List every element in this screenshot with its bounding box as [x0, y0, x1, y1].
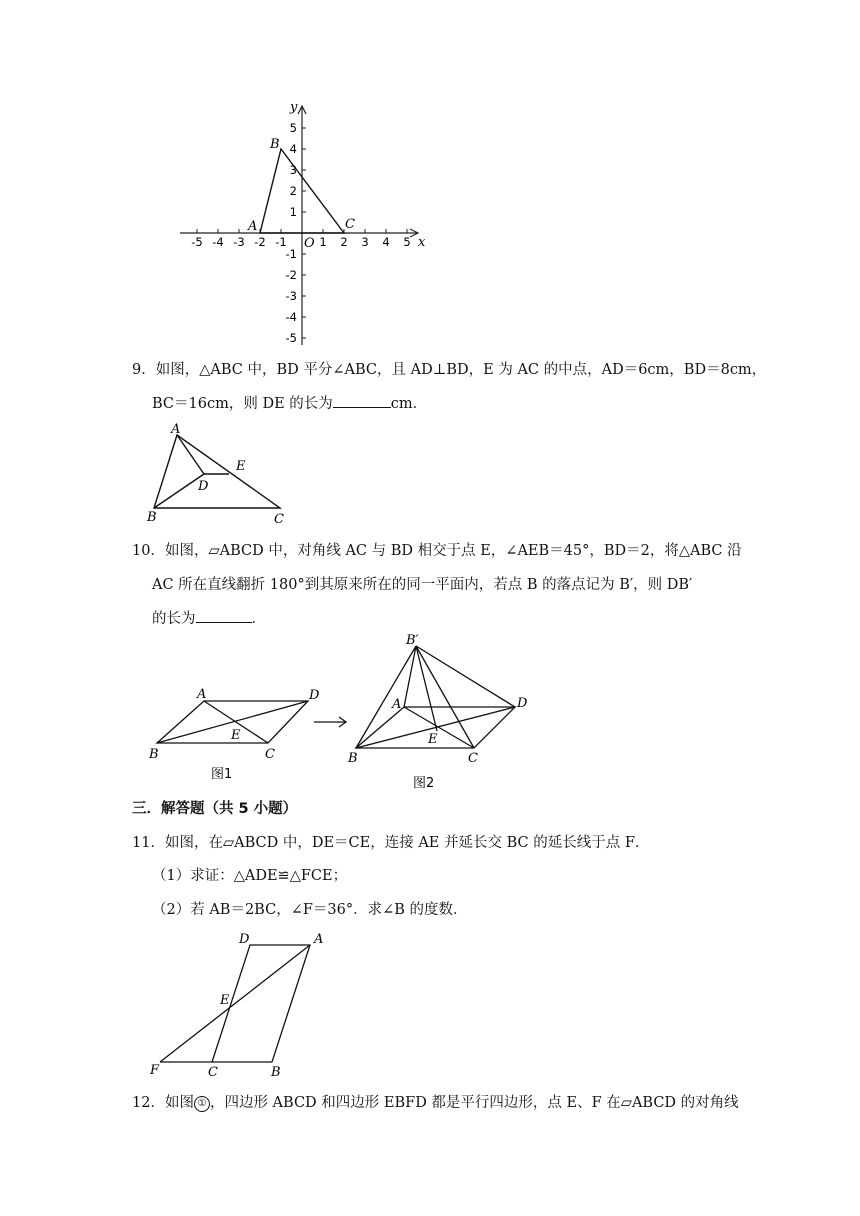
question-9-text-1: 如图，△ABC 中，BD 平分∠ABC，且 AD⊥BD，E 为 AC 的中点，AD＝6cm，BD＝8cm， [155, 362, 767, 378]
question-9-text-2: BC＝16cm，则 DE 的长为 [152, 396, 333, 412]
y-tick-label: 3 [289, 163, 297, 177]
y-axis-label: y [290, 100, 298, 115]
q9-point-c-label: C [274, 512, 284, 527]
question-11-part-1: （1）求证：△ADE≌△FCE； [152, 868, 348, 884]
question-12-line-1 [132, 1093, 739, 1113]
x-tick-label: -3 [233, 235, 245, 249]
q11-point-f-label: F [150, 1063, 160, 1078]
y-tick-label: -5 [285, 331, 297, 345]
circled-one-marker: ① [194, 1096, 210, 1112]
fig2-point-bprime-label: B′ [406, 633, 419, 648]
x-tick-label: 4 [382, 235, 390, 249]
fig2-point-d-label: D [517, 696, 528, 711]
x-axis-label: x [418, 235, 426, 250]
y-tick-label: 5 [289, 121, 297, 135]
y-tick-label: -1 [285, 247, 297, 261]
question-10-end: ． [251, 611, 266, 627]
fig2-point-c-label: C [468, 751, 478, 766]
fig2-point-b-label: B [348, 751, 358, 766]
x-tick-label: 1 [319, 235, 327, 249]
point-c-label: C [345, 217, 355, 232]
y-tick-label: 1 [289, 205, 297, 219]
point-a-label: A [248, 219, 258, 234]
x-tick-label: -2 [254, 235, 266, 249]
question-11-part-2: （2）若 AB＝2BC，∠F＝36°．求∠B 的度数． [152, 902, 468, 918]
fig2-point-a-label: A [392, 697, 402, 712]
fig2-point-e-label: E [428, 732, 438, 747]
question-10-text-3: 的长为 [152, 611, 196, 627]
q9-point-b-label: B [147, 510, 157, 525]
q11-point-b-label: B [271, 1065, 281, 1080]
question-12-number: 12． [132, 1095, 165, 1111]
question-9-number: 9． [132, 362, 156, 378]
y-tick-label: -2 [285, 268, 297, 282]
x-tick-label: -4 [212, 235, 224, 249]
y-tick-label: -4 [285, 310, 297, 324]
q11-point-d-label: D [239, 932, 250, 947]
origin-label: O [304, 236, 315, 251]
fig1-point-d-label: D [309, 688, 320, 703]
y-tick-label: 4 [289, 142, 297, 156]
x-tick-label: 3 [361, 235, 369, 249]
q11-point-c-label: C [208, 1065, 218, 1080]
fig1-caption: 图1 [211, 767, 233, 782]
x-tick-label: -5 [191, 235, 203, 249]
question-9-unit: cm． [390, 396, 428, 412]
point-b-label: B [270, 137, 280, 152]
question-10-text-1: 如图，▱ABCD 中，对角线 AC 与 BD 相交于点 E，∠AEB＝45°，BD＝2，将△ABC 沿 [164, 543, 742, 559]
fig1-point-b-label: B [149, 747, 159, 762]
fig1-point-a-label: A [197, 687, 207, 702]
x-tick-label: 5 [403, 235, 411, 249]
question-11-text-1: 如图，在▱ABCD 中，DE＝CE，连接 AE 并延长交 BC 的延长线于点 F． [164, 835, 650, 851]
question-10-text-2: AC 所在直线翻折 180°到其原来所在的同一平面内，若点 B 的落点记为 B′，则 DB′ [152, 577, 693, 593]
question-11-number: 11． [132, 835, 165, 851]
question-12-text-a: 如图 [164, 1095, 194, 1111]
fig1-point-e-label: E [231, 728, 241, 743]
section-3-title: 三．解答题（共 5 小题） [132, 801, 298, 817]
x-tick-label: 2 [340, 235, 348, 249]
q11-point-a-label: A [314, 932, 324, 947]
q9-point-e-label: E [236, 459, 246, 474]
question-10-number: 10． [132, 543, 165, 559]
fig2-caption: 图2 [413, 776, 435, 791]
fig1-point-c-label: C [265, 747, 275, 762]
y-tick-label: -3 [285, 289, 297, 303]
y-tick-label: 2 [289, 184, 297, 198]
q9-point-d-label: D [198, 479, 209, 494]
q9-point-a-label: A [171, 422, 181, 437]
q11-point-e-label: E [220, 993, 230, 1008]
x-tick-label: -1 [275, 235, 287, 249]
question-12-text-b: ，四边形 ABCD 和四边形 EBFD 都是平行四边形，点 E、F 在▱ABCD 的对角线 [209, 1095, 739, 1111]
